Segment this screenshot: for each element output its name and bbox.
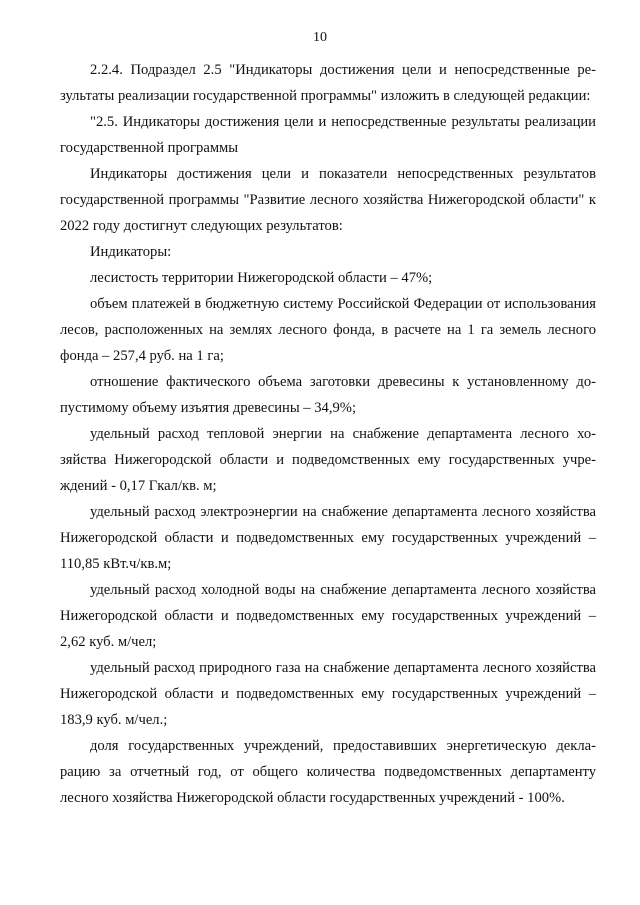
- paragraph-indicators-intro: Индикаторы достижения цели и показатели непосредственных результатов государственной программы "Развитие лесного хозяйства Нижегородской области" к 2022 году достигнут следующих результатов:: [60, 166, 596, 234]
- paragraph-budget-payments: объем платежей в бюджетную систему Российской Федерации от использования лесов, расположенных на землях лесного фонда, в расчете на 1 га земель лесного фонда – 257,4 руб. на 1 га;: [60, 296, 596, 364]
- paragraph-natural-gas-consumption: удельный расход природного газа на снабжение департамента лесного хозяйства Нижегородской области и подведомственных ему государственных учреждений – 183,9 куб. м/чел.;: [60, 660, 596, 728]
- page-number: 10: [313, 30, 327, 45]
- paragraph-subsection-2-2-4: 2.2.4. Подраздел 2.5 "Индикаторы достижения цели и непосредственные результаты реализации государственной программы" изложить в следующей редакции:: [60, 62, 596, 104]
- document-body: [60, 57, 596, 811]
- paragraph-energy-declaration-share: доля государственных учреждений, предоставивших энергетическую декларацию за отчетный год, от общего количества подведомственных департаменту лесного хозяйства Нижегородской области государственных учреждений - 100%.: [60, 738, 596, 806]
- paragraph-heat-consumption: удельный расход тепловой энергии на снабжение департамента лесного хозяйства Нижегородской области и подведомственных ему государственных учреждений - 0,17 Гкал/кв. м;: [60, 426, 596, 494]
- paragraph-timber-harvest-ratio: отношение фактического объема заготовки древесины к установленному допустимому объему изъятия древесины – 34,9%;: [60, 374, 596, 416]
- paragraph-electricity-consumption: удельный расход электроэнергии на снабжение департамента лесного хозяйства Нижегородской области и подведомственных ему государственных учреждений – 110,85 кВт.ч/кв.м;: [60, 504, 596, 572]
- paragraph-cold-water-consumption: удельный расход холодной воды на снабжение департамента лесного хозяйства Нижегородской области и подведомственных ему государственных учреждений – 2,62 куб. м/чел;: [60, 582, 596, 650]
- paragraph-indicators-label: Индикаторы:: [90, 244, 172, 260]
- paragraph-forest-coverage: лесистость территории Нижегородской области – 47%;: [90, 270, 433, 286]
- paragraph-section-2-5-heading: "2.5. Индикаторы достижения цели и непосредственные результаты реализации государственной программы: [60, 114, 596, 156]
